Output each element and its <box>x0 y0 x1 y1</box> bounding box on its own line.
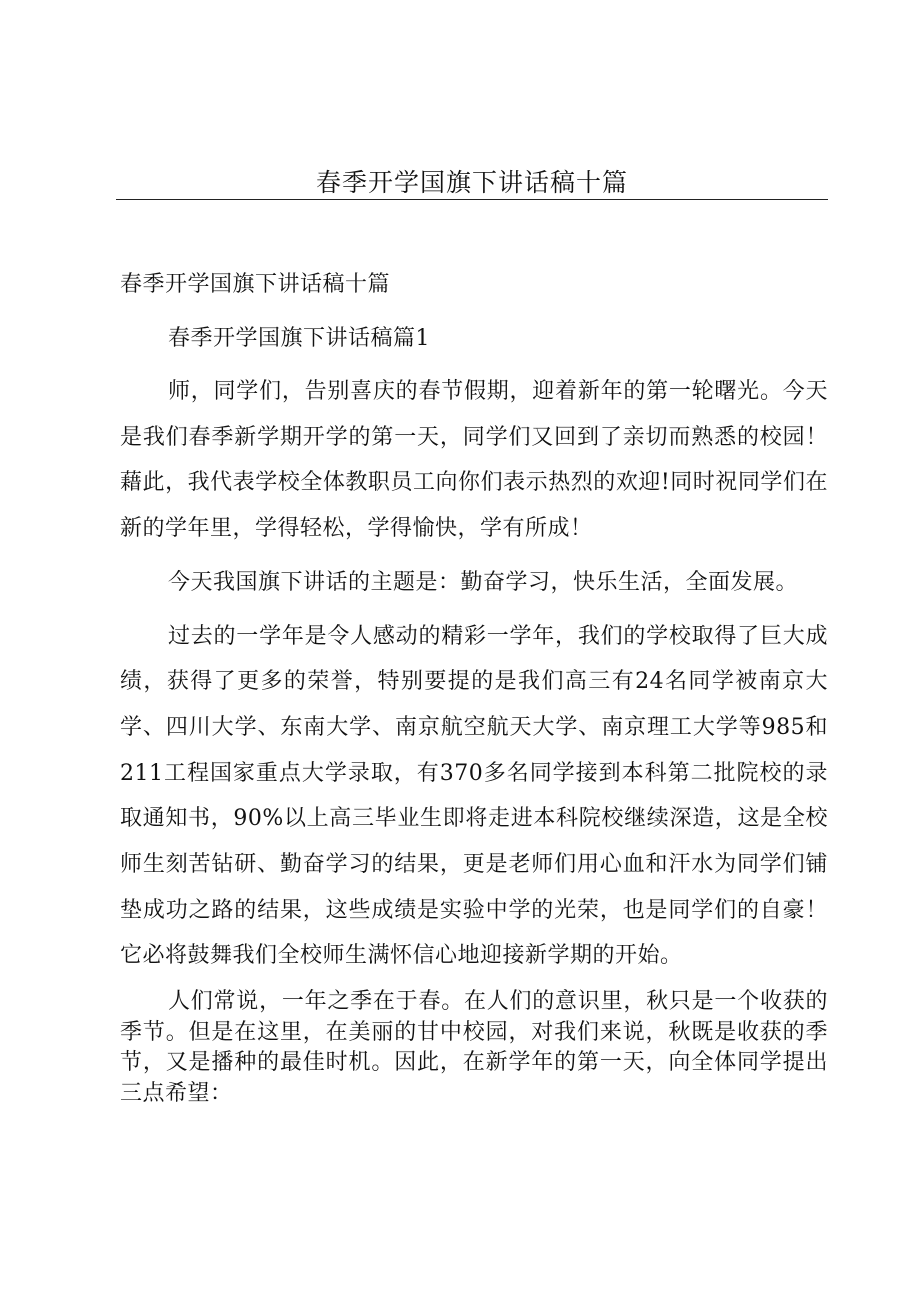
section-heading: 春季开学国旗下讲话稿篇1 <box>168 326 430 351</box>
header-divider <box>116 199 828 200</box>
paragraph-theme: 今天我国旗下讲话的主题是：勤奋学习，快乐生活，全面发展。 <box>168 569 799 595</box>
document-body <box>120 265 828 1117</box>
paragraph-hopes: 人们常说，一年之季在于春。在人们的意识里，秋只是一个收获的季节。但是在这里，在美丽的甘中校园，对我们来说，秋既是收获的季节，又是播种的最佳时机。因此，在新学年的第一天，向全体同学提出三点希望： <box>120 989 828 1106</box>
paragraph-greeting: 师，同学们，告别喜庆的春节假期，迎着新年的第一轮曙光。今天是我们春季新学期开学的第一天，同学们又回到了亲切而熟悉的校园！藉此，我代表学校全体教职员工向你们表示热烈的欢迎!同时祝同学们在新的学年里，学得轻松，学得愉快，学有所成！ <box>120 379 828 542</box>
page-header-title: 春季开学国旗下讲话稿十篇 <box>315 168 628 197</box>
document-title: 春季开学国旗下讲话稿十篇 <box>120 272 391 297</box>
paragraph-achievements: 过去的一学年是令人感动的精彩一学年，我们的学校取得了巨大成绩，获得了更多的荣誉，特别要提的是我们高三有24名同学被南京大学、四川大学、东南大学、南京航空航天大学、南京理工大学等985和211工程国家重点大学录取，有370多名同学接到本科第二批院校的录取通知书，90%以上高三毕业生即将走进本科院校继续深造，这是全校师生刻苦钻研、勤奋学习的结果，更是老师们用心血和汗水为同学们铺垫成功之路的结果，这些成绩是实验中学的光荣，也是同学们的自豪！它必将鼓舞我们全校师生满怀信心地迎接新学期的开始。 <box>120 623 828 969</box>
